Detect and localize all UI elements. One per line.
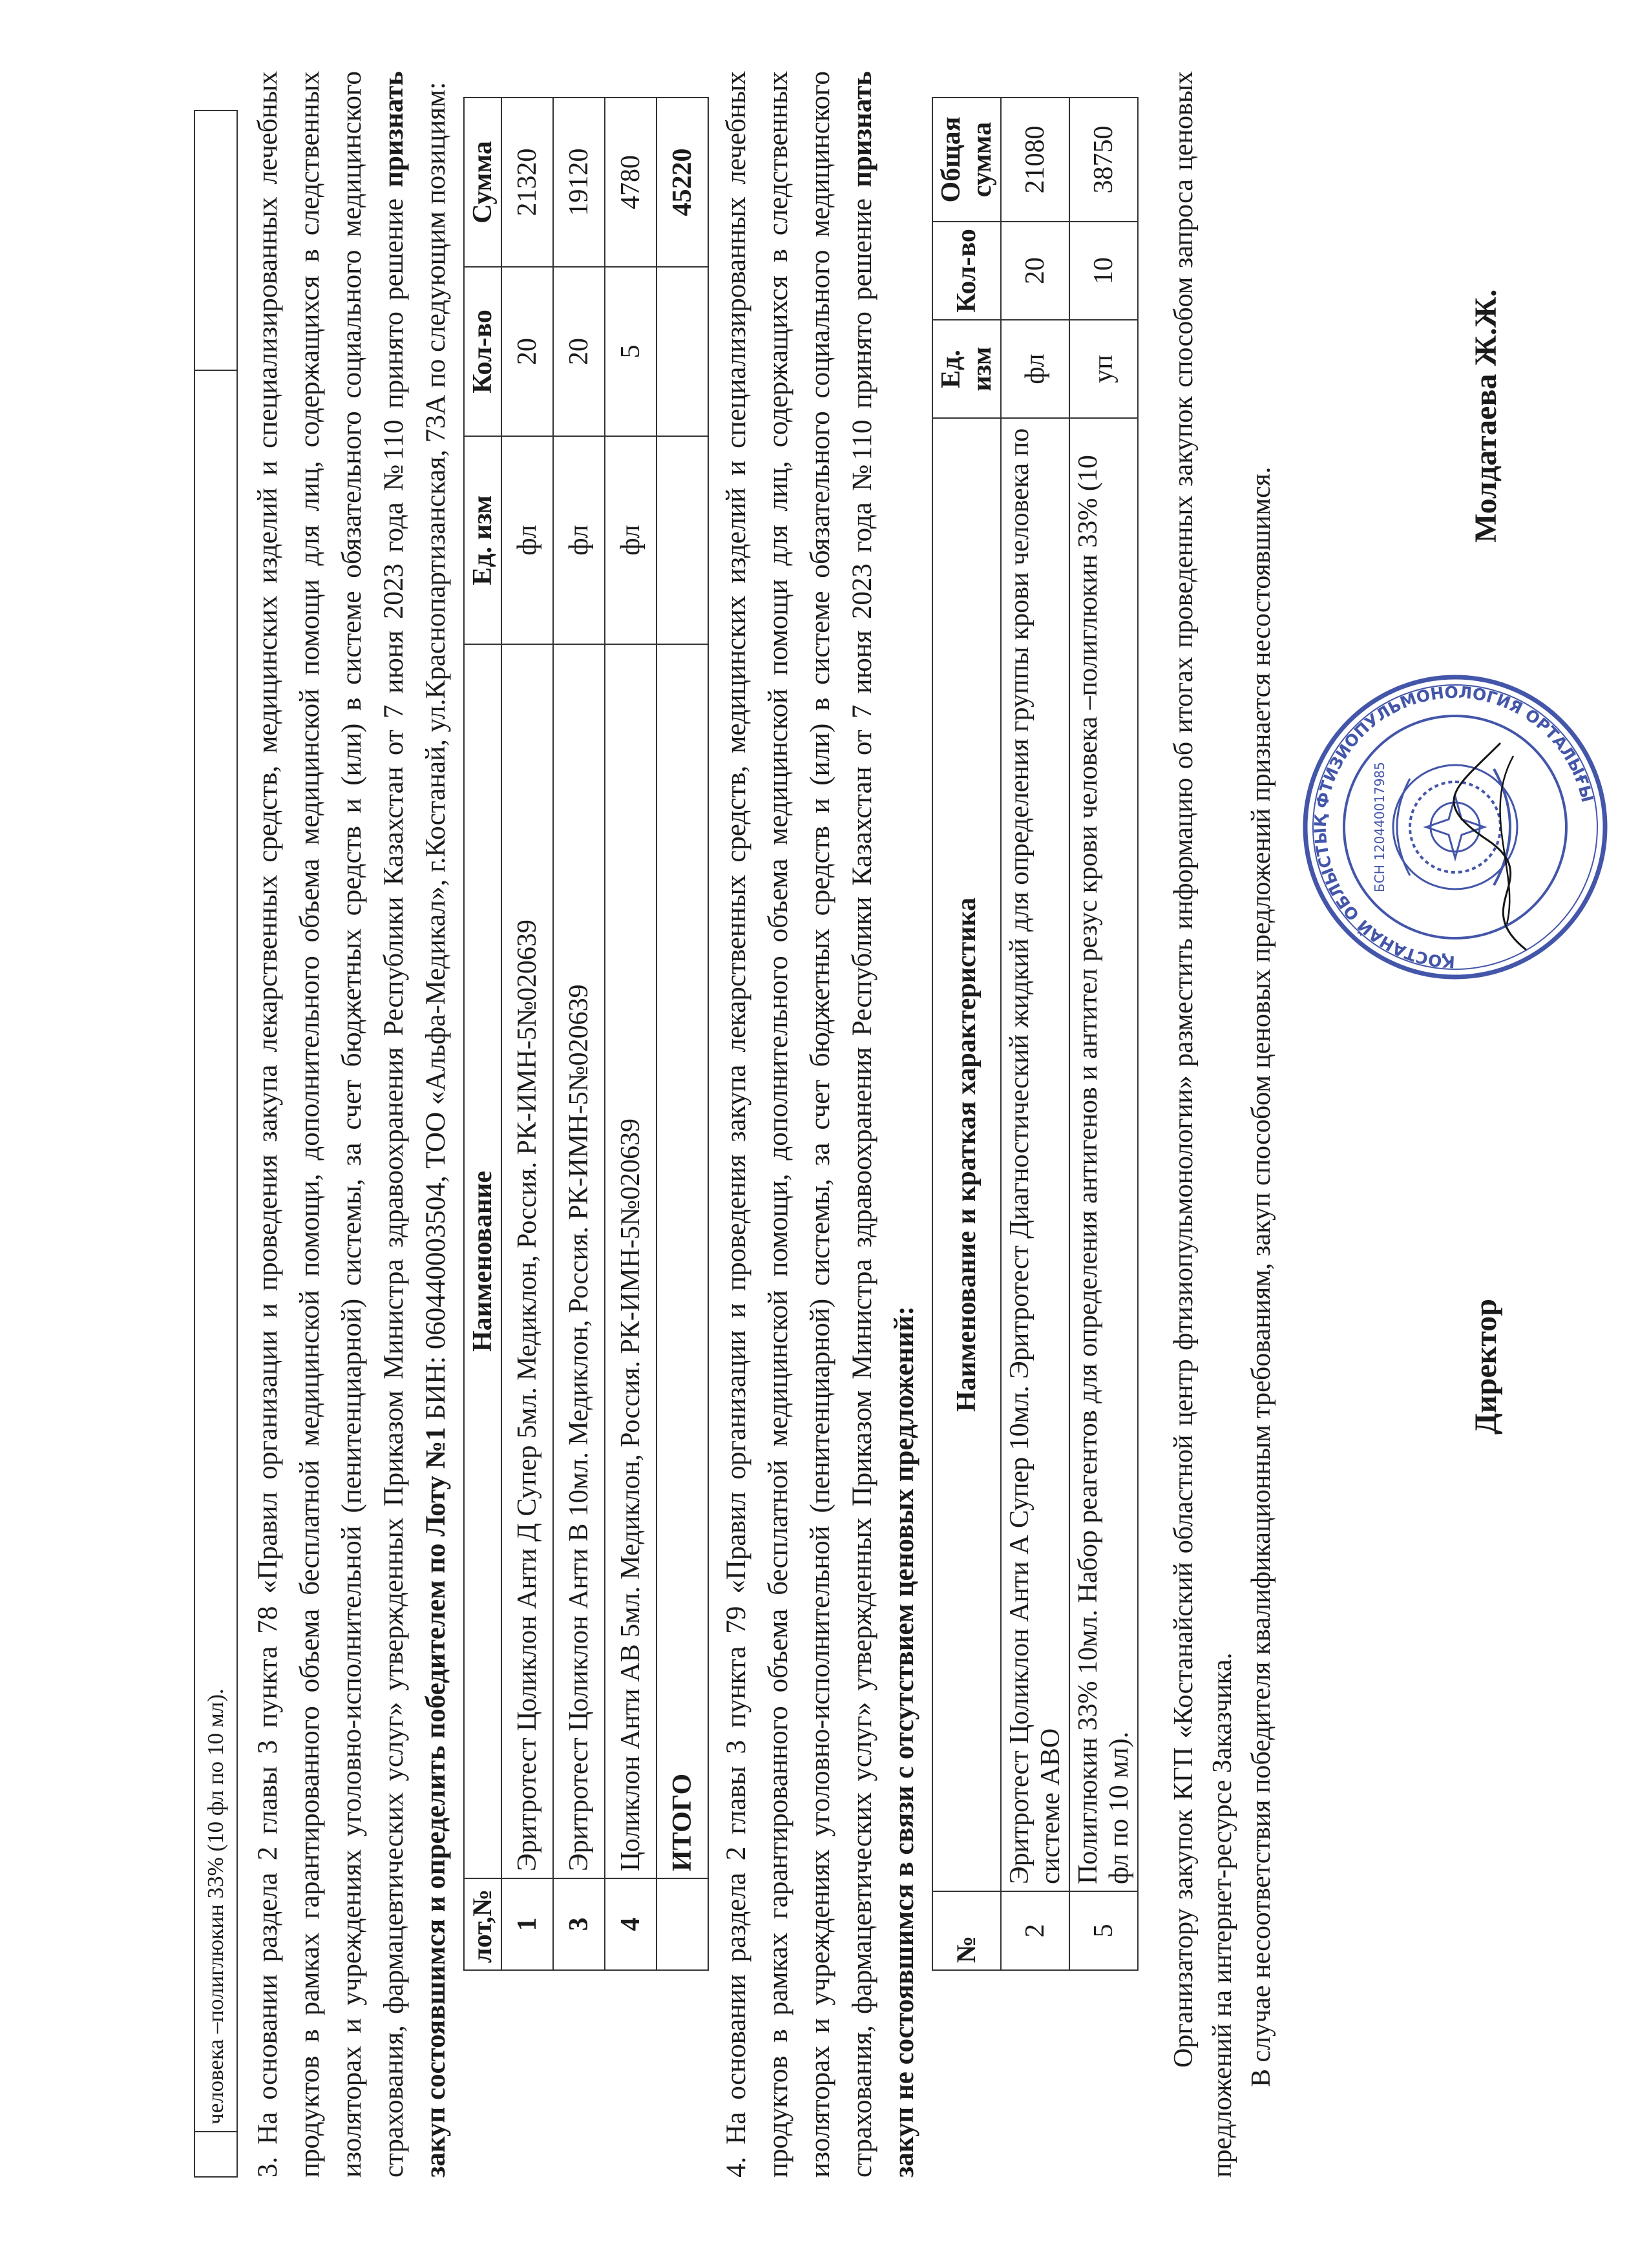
header-name: Наименование и краткая характеристика [932,418,1001,1891]
sum-cell: 21080 [1001,98,1069,222]
seal-text: ҚОСТАНАЙ ОБЛЫСТЫҚ ФТИЗИОПУЛЬМОНОЛОГИЯ ОРТАЛЫҒЫ [1310,682,1597,972]
signature-image [1442,730,1552,963]
header-sum: Сумма [464,98,501,267]
director-label: Директор [1469,1299,1503,1434]
table-cell [194,2132,237,2177]
qty-cell: 20 [1001,222,1069,320]
director-name: Молдатаева Ж.Ж. [1469,289,1503,543]
sum-cell: 38750 [1069,98,1138,222]
failed-lots-table [932,97,1139,1971]
para3-text: На основании раздела 2 главы 3 пункта 78 «Правил организации и проведения закупа лекарственных средств, медицинских изделий и специализированных лечебных продуктов в рамках гарантированного объема бесплатной медицинской помощи, дополнительного объема медицинской помощи для лиц, содержащихся в следственных изоляторах и учреждениях уголовно-исполнительной (пенитенциарной) системы, за счет бюджетных средств и (или) в системе обязательного социального медицинского страхования, фармацевтических услуг» утвержденных Приказом Министра здравоохранения Республики Казахстан от 7 июня 2023 года №110 принято решение [253,71,409,2178]
paragraph-3 [247,71,457,2178]
lot-cell: 3 [553,1878,605,1970]
table-row [501,98,553,1970]
footer-line-1: Организатору закупок КГП «Костанайский областной центр фтизиопульмонологии» разместить информацию об итогах проведенных закупок способом запроса ценовых предложений на интернет-ресурсе Заказчика. [1169,71,1237,2178]
total-label: ИТОГО [656,644,708,1878]
qty-cell: 20 [553,267,605,436]
sum-cell: 19120 [553,98,605,267]
header-sum: Общая сумма [932,98,1001,222]
header-qty: Кол-во [932,222,1001,320]
name-cell: Полиглюкин 33% 10мл. Набор реагентов для определения антигенов и антител резус крови человека –полиглюкин 33% (10 фл по 10 мл). [1069,418,1138,1891]
table-row [553,98,605,1970]
name-cell: Эритротест Цоликлон Анти А Супер 10мл. Эритротест Диагностический жидкий для определения группы крови человека по системе АВО [1001,418,1069,1891]
footer-text [1164,71,1281,2178]
document-body [194,71,1597,2178]
table-cell [656,1878,708,1970]
table-row [605,98,656,1970]
sum-cell: 4780 [605,98,656,267]
header-unit: Ед. изм [932,320,1001,418]
table-row [1001,98,1069,1970]
unit-cell: фл [1001,320,1069,418]
para4-decision: признать закуп не состоявшимся в связи с отсутствием ценовых предложений: [847,71,919,2178]
para3-bin: БИН: 060440003504, [421,1175,451,1427]
qty-cell: 10 [1069,222,1138,320]
table-row [194,110,237,2177]
header-lot: лот,№ [464,1878,501,1970]
num-cell: 5 [1069,1891,1138,1970]
para4-number: 4. [721,2156,751,2178]
continued-table-fragment [194,110,238,2178]
header-qty: Кол-во [464,267,501,436]
lot-cell: 1 [501,1878,553,1970]
table-row [1069,98,1138,1970]
num-cell: 2 [1001,1891,1069,1970]
lot-cell: 4 [605,1878,656,1970]
para3-winner: ТОО «Альфа-Медикал», г.Костанай, ул.Краснопартизанская, 73А по следующим позициям: [421,81,451,1176]
unit-cell: фл [553,436,605,644]
unit-cell: уп [1069,320,1138,418]
unit-cell: фл [501,436,553,644]
winner-table [463,97,709,1971]
total-sum: 45220 [656,98,708,267]
footer-line-2: В случае несоответствия победителя квалификационным требованиям, закуп способом ценовых предложений признается несостоявшимся. [1246,467,1276,2087]
unit-cell: фл [605,436,656,644]
table-header-row [464,98,501,1970]
para3-number: 3. [253,2156,283,2178]
header-unit: Ед. изм [464,436,501,644]
name-cell: Эритротест Цоликлон Анти Д Супер 5мл. Медиклон, Россия. РК-ИМН-5№020639 [501,644,553,1878]
qty-cell: 5 [605,267,656,436]
paragraph-4 [715,71,925,2178]
signature-block [1310,71,1597,2178]
name-cell: Эритротест Цоликлон Анти В 10мл. Медиклон, Россия. РК-ИМН-5№020639 [553,644,605,1878]
qty-cell: 20 [501,267,553,436]
header-num: № [932,1891,1001,1970]
para3-decision: признать закуп состоявшимся и определить победителем по Лоту №1 [379,71,451,2178]
sum-cell: 21320 [501,98,553,267]
table-cell [194,110,237,370]
table-header-row [932,98,1001,1970]
seal-bin: БСН 120440017985 [1372,762,1387,892]
table-cell [656,267,708,436]
name-cell: Цоликлон Анти АВ 5мл. Медиклон, Россия. РК-ИМН-5№020639 [605,644,656,1878]
table-cell [656,436,708,644]
table-cell: человека –полиглюкин 33% (10 фл по 10 мл). [194,370,237,2132]
header-name: Наименование [464,644,501,1878]
table-total-row [656,98,708,1970]
para4-text: На основании раздела 2 главы 3 пункта 79 «Правил организации и проведения закупа лекарственных средств, медицинских изделий и специализированных лечебных продуктов в рамках гарантированного объема бесплатной медицинской помощи, дополнительного объема медицинской помощи для лиц, содержащихся в следственных изоляторах и учреждениях уголовно-исполнительной (пенитенциарной) системы, за счет бюджетных средств и (или) в системе обязательного социального медицинского страхования, фармацевтических услуг» утвержденных Приказом Министра здравоохранения Республики Казахстан от 7 июня 2023 года №110 принято решение [721,71,877,2178]
